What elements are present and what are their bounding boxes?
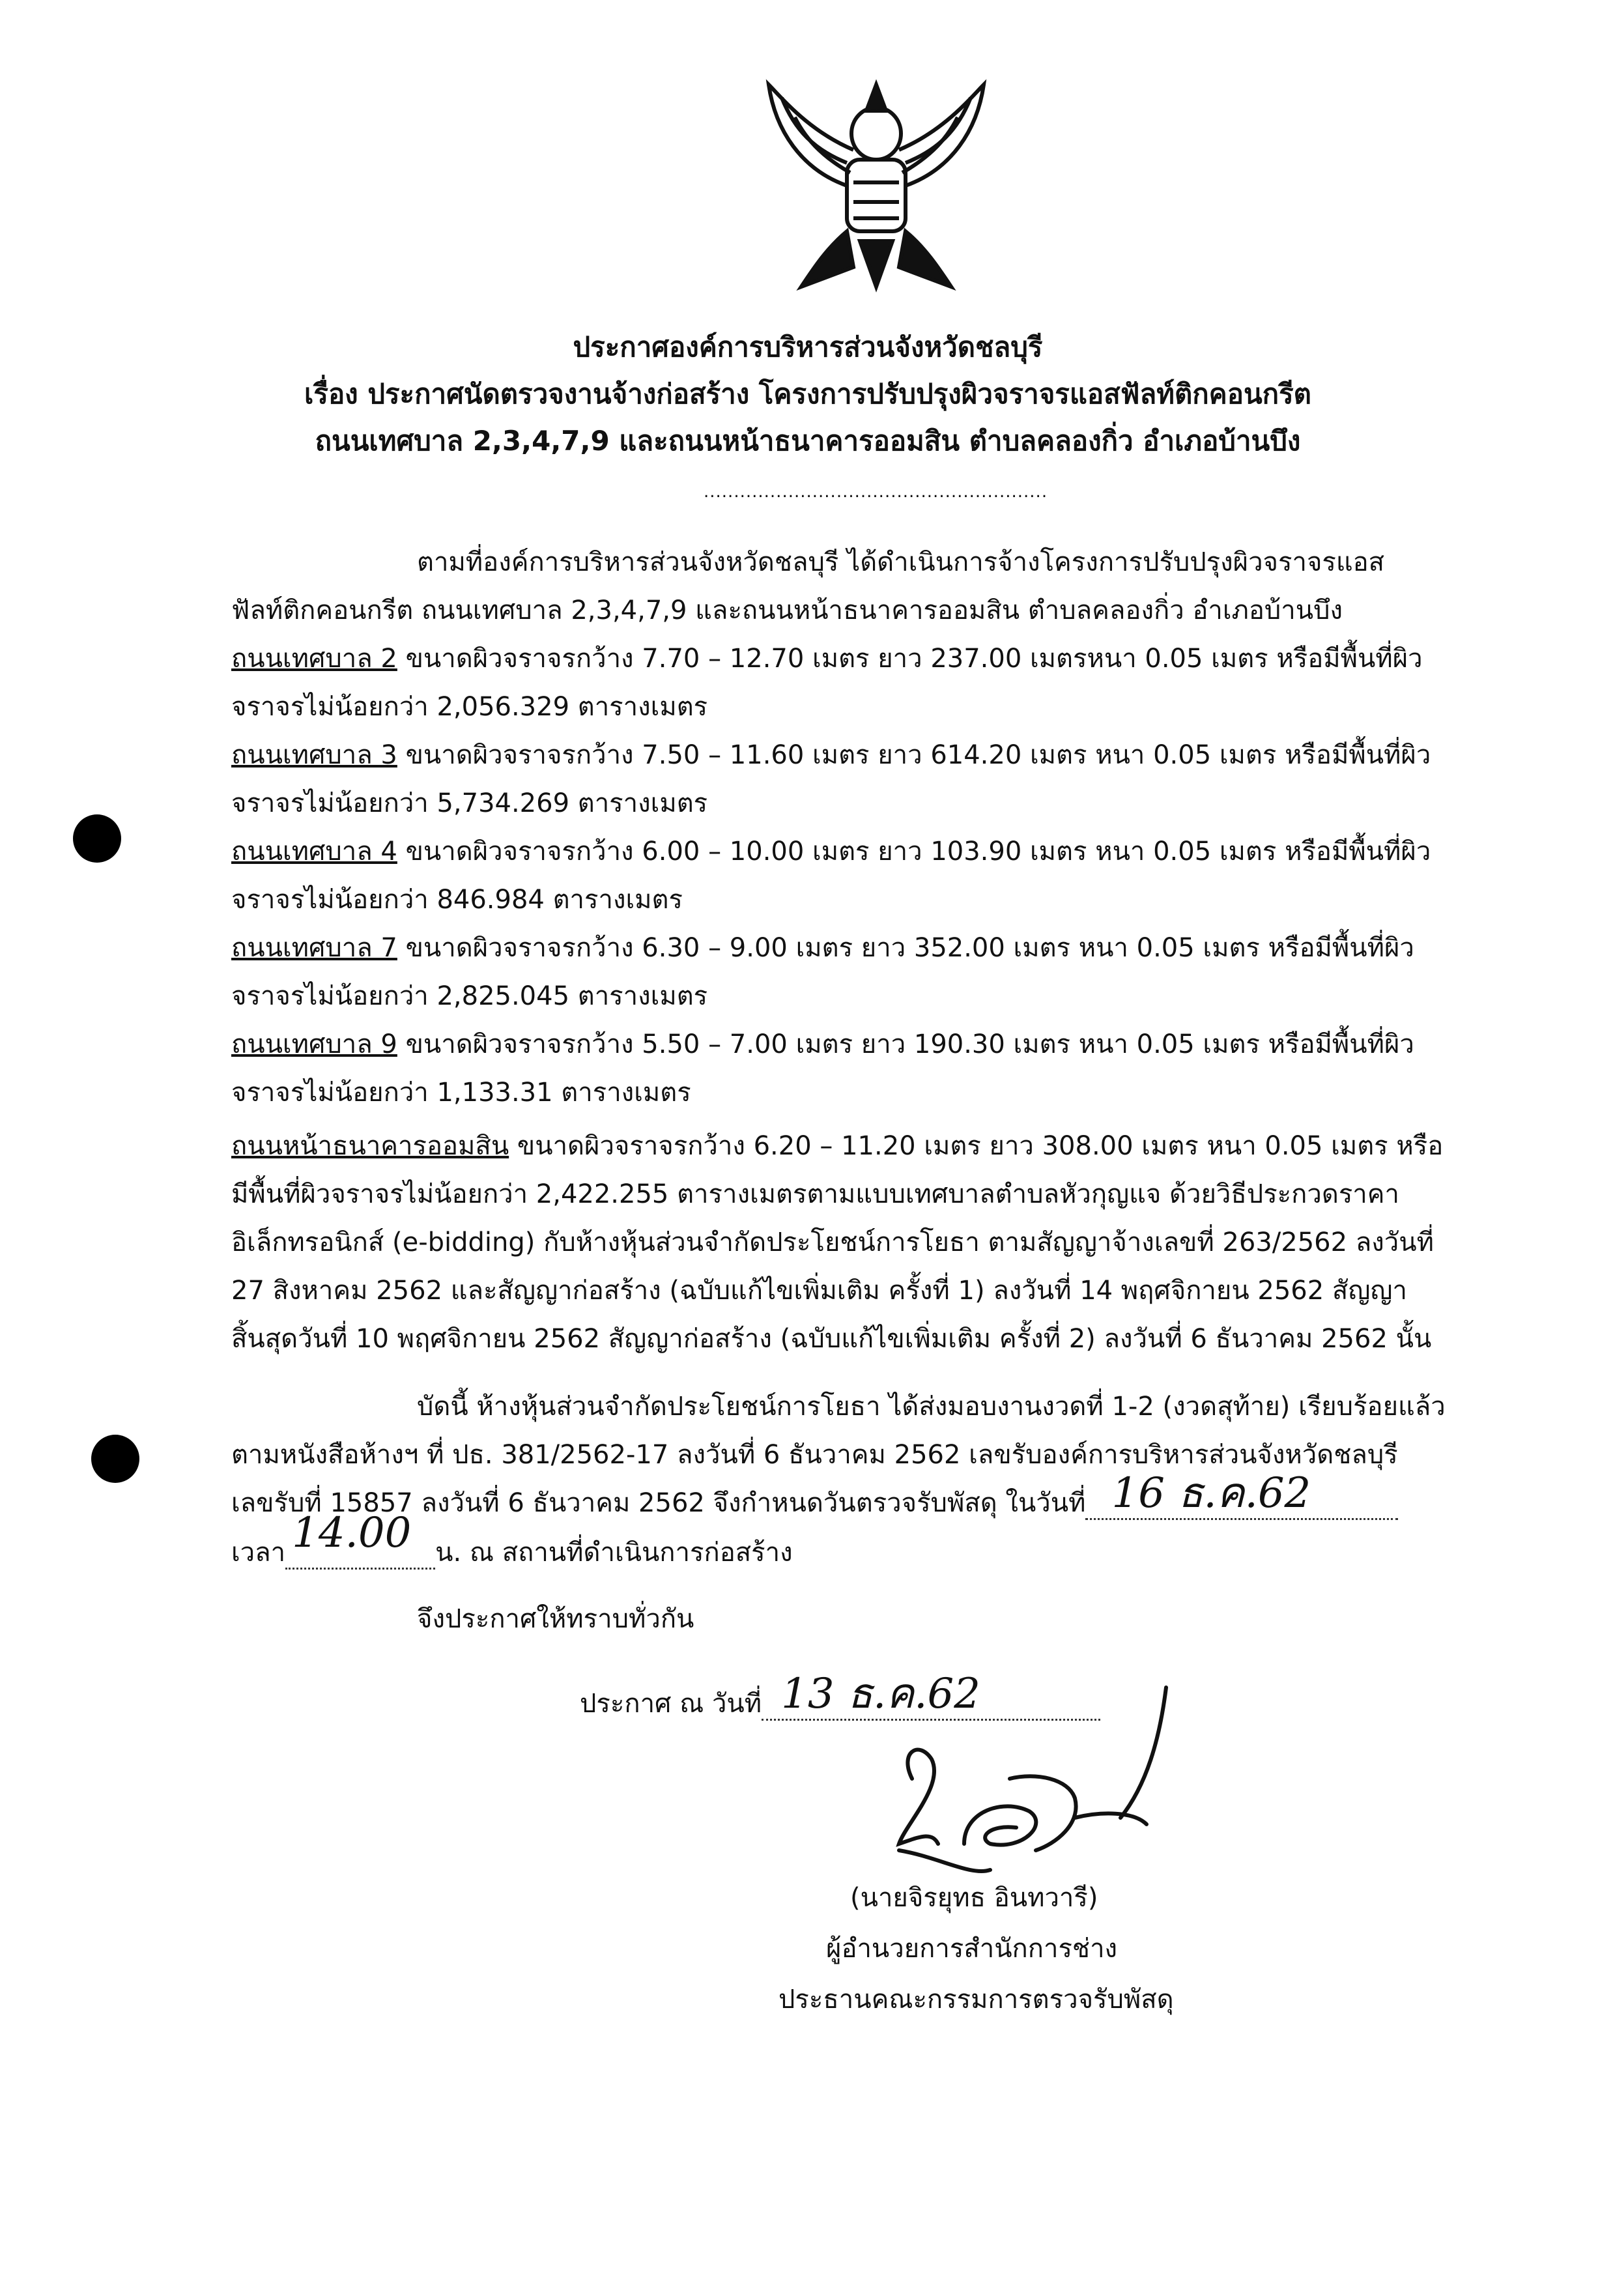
- garuda-emblem-icon: [756, 72, 997, 300]
- title-separator: .........................................................: [704, 482, 1048, 502]
- announce-date-handwritten: 13 ธ.ค.62: [781, 1670, 980, 1718]
- time-suffix: น. ณ สถานที่ดำเนินการก่อสร้าง: [435, 1538, 793, 1568]
- bank-road-line1: [231, 1125, 1443, 1166]
- road-entry-line1: [231, 830, 1431, 872]
- road-entry-line2: จราจรไม่น้อยกว่า 2,056.329 ตารางเมตร: [231, 692, 708, 722]
- bank-road-line4: 27 สิงหาคม 2562 และสัญญาก่อสร้าง (ฉบับแก้ไขเพิ่มเติม ครั้งที่ 1) ลงวันที่ 14 พฤศจิกายน 2562 สัญญา: [231, 1276, 1407, 1306]
- bank-road-line3: อิเล็กทรอนิกส์ (e-bidding) กับห้างหุ้นส่วนจำกัดประโยชน์การโยธา ตามสัญญาจ้างเลขที่ 263/2562 ลงวันที่: [231, 1227, 1434, 1257]
- road-spec: ขนาดผิวจราจรกว้าง 6.20 – 11.20 เมตร ยาว 308.00 เมตร หนา 0.05 เมตร หรือ: [509, 1131, 1444, 1161]
- inspection-time-handwritten: 14.00: [292, 1509, 412, 1557]
- road-entry-line2: จราจรไม่น้อยกว่า 5,734.269 ตารางเมตร: [231, 788, 708, 818]
- road-entry-line2: จราจรไม่น้อยกว่า 2,825.045 ตารางเมตร: [231, 981, 708, 1011]
- doc-title-line3: ถนนเทศบาล 2,3,4,7,9 และถนนหน้าธนาคารออมสิน ตำบลคลองกิ่ว อำเภอบ้านบึง: [315, 425, 1301, 457]
- para2-text: เลขรับที่ 15857 ลงวันที่ 6 ธันวาคม 2562 จึงกำหนดวันตรวจรับพัสดุ ในวันที่: [231, 1488, 1086, 1518]
- road-name: ถนนเทศบาล 3: [231, 740, 397, 770]
- road-entry-line1: [231, 734, 1431, 775]
- road-name: ถนนหน้าธนาคารออมสิน: [231, 1131, 509, 1161]
- road-entry-line1: [231, 926, 1414, 968]
- bank-road-line2: มีพื้นที่ผิวจราจรไม่น้อยกว่า 2,422.255 ตารางเมตรตามแบบเทศบาลตำบลหัวกุญแจ ด้วยวิธีประกวดราคา: [231, 1179, 1399, 1209]
- doc-title-line1: ประกาศองค์การบริหารส่วนจังหวัดชลบุรี: [573, 331, 1043, 363]
- road-spec: ขนาดผิวจราจรกว้าง 6.30 – 9.00 เมตร ยาว 352.00 เมตร หนา 0.05 เมตร หรือมีพื้นที่ผิว: [397, 933, 1414, 963]
- announce-label: ประกาศ ณ วันที่: [580, 1689, 762, 1719]
- road-spec: ขนาดผิวจราจรกว้าง 6.00 – 10.00 เมตร ยาว 103.90 เมตร หนา 0.05 เมตร หรือมีพื้นที่ผิว: [397, 837, 1431, 867]
- para2-line-2: ตามหนังสือห้างฯ ที่ ปธ. 381/2562-17 ลงวันที่ 6 ธันวาคม 2562 เลขรับองค์การบริหารส่วนจังหวัดชลบุรี: [231, 1440, 1398, 1470]
- road-spec: ขนาดผิวจราจรกว้าง 7.70 – 12.70 เมตร ยาว 237.00 เมตรหนา 0.05 เมตร หรือมีพื้นที่ผิว: [397, 644, 1423, 674]
- road-entry-line2: จราจรไม่น้อยกว่า 846.984 ตารางเมตร: [231, 885, 683, 915]
- inspection-date-handwritten: 16 ธ.ค.62: [1111, 1469, 1311, 1517]
- road-name: ถนนเทศบาล 7: [231, 933, 397, 963]
- road-name: ถนนเทศบาล 9: [231, 1029, 397, 1059]
- punch-hole: [73, 814, 121, 863]
- road-name: ถนนเทศบาล 2: [231, 644, 397, 674]
- inspection-date-field: [1085, 1469, 1398, 1520]
- signer-title-1: ผู้อำนวยการสำนักการช่าง: [826, 1934, 1118, 1964]
- inspection-time-field: [285, 1509, 435, 1570]
- punch-hole: [91, 1435, 139, 1483]
- road-entry-line1: [231, 1023, 1414, 1065]
- road-spec: ขนาดผิวจราจรกว้าง 7.50 – 11.60 เมตร ยาว 614.20 เมตร หนา 0.05 เมตร หรือมีพื้นที่ผิว: [397, 740, 1431, 770]
- time-label: เวลา: [231, 1538, 286, 1568]
- signer-title-2: ประธานคณะกรรมการตรวจรับพัสดุ: [778, 1985, 1174, 2015]
- closing-text: จึงประกาศให้ทราบทั่วกัน: [417, 1604, 694, 1634]
- road-entry-line1: [231, 637, 1423, 679]
- bank-road-line5: สิ้นสุดวันที่ 10 พฤศจิกายน 2562 สัญญาก่อสร้าง (ฉบับแก้ไขเพิ่มเติม ครั้งที่ 2) ลงวันที่ 6 ธันวาคม 2562 นั้น: [231, 1324, 1432, 1354]
- time-line: [231, 1509, 793, 1573]
- intro-line-1: ตามที่องค์การบริหารส่วนจังหวัดชลบุรี ได้ดำเนินการจ้างโครงการปรับปรุงผิวจราจรแอส: [417, 547, 1385, 577]
- doc-title-line2: เรื่อง ประกาศนัดตรวจงานจ้างก่อสร้าง โครงการปรับปรุงผิวจราจรแอสฟัลท์ติกคอนกรีต: [304, 378, 1311, 410]
- para2-line-1: บัดนี้ ห้างหุ้นส่วนจำกัดประโยชน์การโยธา ได้ส่งมอบงานงวดที่ 1-2 (งวดสุท้าย) เรียบร้อยแล้ว: [417, 1392, 1446, 1422]
- road-name: ถนนเทศบาล 4: [231, 837, 397, 867]
- signer-name: (นายจิรยุทธ อินทวารี): [850, 1883, 1098, 1913]
- road-entry-line2: จราจรไม่น้อยกว่า 1,133.31 ตารางเมตร: [231, 1078, 691, 1108]
- intro-line-2: ฟัลท์ติกคอนกรีต ถนนเทศบาล 2,3,4,7,9 และถนนหน้าธนาคารออมสิน ตำบลคลองกิ่ว อำเภอบ้านบึง: [231, 596, 1343, 625]
- road-spec: ขนาดผิวจราจรกว้าง 5.50 – 7.00 เมตร ยาว 190.30 เมตร หนา 0.05 เมตร หรือมีพื้นที่ผิว: [397, 1029, 1414, 1059]
